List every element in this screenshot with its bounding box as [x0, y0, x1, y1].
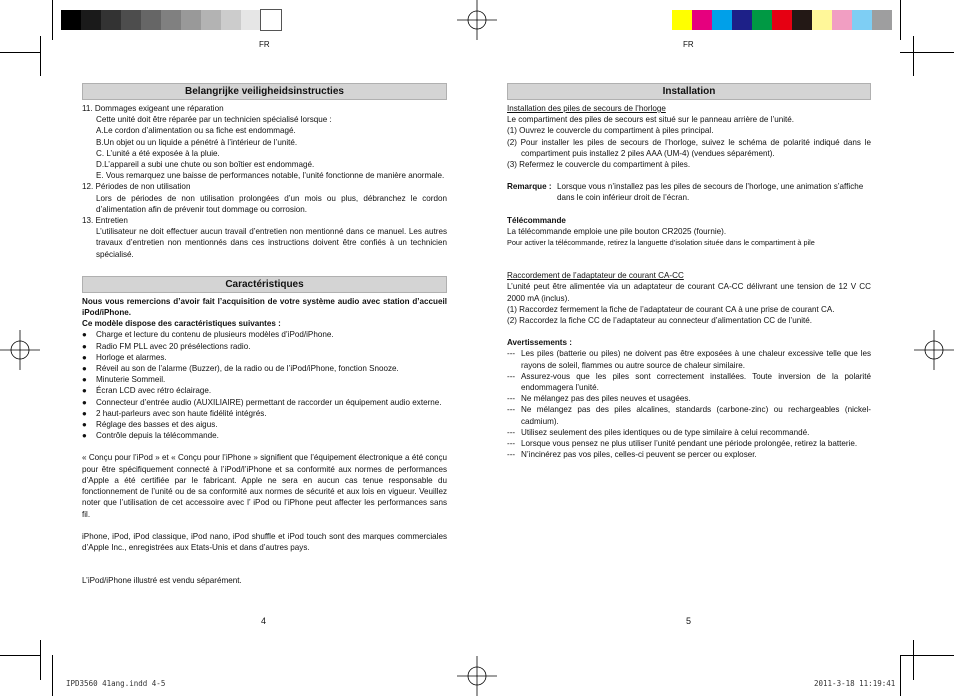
footer-date: 2011-3-18 11:19:41 [814, 679, 896, 688]
item-11-head: 11. Dommages exigeant une réparation [82, 104, 224, 113]
features-intro: Nous vous remercions d’avoir fait l’acquisition de votre système audio avec station d’accueil iPod/iPhone. [82, 296, 447, 318]
registration-mark-bottom [457, 656, 497, 696]
bullet-icon: ● [82, 397, 87, 407]
feature-text: Écran LCD avec rétro éclairage. [96, 386, 212, 396]
clock-backup-subheading: Installation des piles de secours de l’horloge [507, 104, 666, 113]
installation-heading: Installation [507, 83, 871, 100]
page-number-left: 4 [261, 616, 267, 626]
item-11-c: C. L’unité a été exposée à la pluie. [96, 148, 220, 158]
feature-item [82, 419, 447, 430]
bullet-icon: ● [82, 375, 87, 385]
warning-dash: --- [507, 427, 516, 437]
feature-list [82, 329, 447, 441]
remark-label: Remarque : [507, 182, 552, 192]
features-subhead: Ce modèle dispose des caractéristiques suivantes : [82, 319, 281, 329]
color-swatch [101, 10, 121, 30]
bullet-icon: ● [82, 386, 87, 396]
backup-location-text: Le compartiment des piles de secours est situé sur le panneau arrière de l’unité. [507, 115, 795, 125]
color-swatch [692, 10, 712, 30]
registration-mark-right [914, 330, 954, 370]
color-swatch [772, 10, 792, 30]
feature-item [82, 385, 447, 396]
feature-item [82, 363, 447, 374]
right-column [507, 83, 871, 460]
bullet-icon: ● [82, 431, 87, 441]
page-number-right: 5 [686, 616, 692, 626]
crop-mark [913, 640, 914, 680]
warning-text: Assurez-vous que les piles sont correctement installées. Toute inversion de la polarité endommagera l’unité. [521, 371, 871, 393]
color-swatch [221, 10, 241, 30]
ac-adapter-text: L’unité peut être alimentée via un adaptateur de courant CA-CC délivrant une tension de 12 V CC 2000 mA (inclus). [507, 282, 871, 303]
color-swatch [241, 10, 261, 30]
warning-text: Utilisez seulement des piles identiques ou de type similaire à celui recommandé. [521, 427, 810, 437]
item-12-head: 12. Périodes de non utilisation [82, 182, 191, 192]
footer-file-info: IPD3560 41ang.indd 4-5 [66, 679, 166, 688]
bullet-icon: ● [82, 341, 87, 351]
install-step-2: (2) Pour installer les piles de secours de l’horloge, suivez le schéma de polarité indiqué dans le compartiment puis installez 2 piles AAA (UM-4) (vendues séparément). [507, 137, 871, 158]
page-marker-left: FR [259, 40, 270, 49]
remark-text: Lorsque vous n’installez pas les piles de secours de l’horloge, une animation s’affiche dans le coin inférieur droit de l’écran. [557, 182, 864, 203]
color-swatch [872, 10, 892, 30]
color-swatch [81, 10, 101, 30]
warning-text: Lorsque vous pensez ne plus utiliser l’unité pendant une période prolongée, retirez la batterie. [521, 439, 858, 449]
item-11-e: E. Vous remarquez une baisse de performances notable, l’unité fonctionne de manière anormale. [96, 171, 445, 181]
color-swatch [141, 10, 161, 30]
warning-item [507, 393, 871, 404]
color-swatch [672, 10, 692, 30]
install-step-1: (1) Ouvrez le couvercle du compartiment à piles principal. [507, 126, 714, 136]
feature-item [82, 329, 447, 340]
warning-dash: --- [507, 394, 516, 404]
item-11-d: D.L’appareil a subi une chute ou son boîtier est endommagé. [96, 160, 315, 170]
ac-step-2: (2) Raccordez la fiche CC de l’adaptateur au connecteur d’alimentation CC de l’unité. [507, 316, 813, 326]
crop-mark [40, 36, 41, 76]
feature-text: Réglage des basses et des aigus. [96, 420, 218, 430]
item-13-body: L’utilisateur ne doit effectuer aucun travail d’entretien non mentionné dans ce manuel. Les autres travaux d’entretien non mentionnés dans ces instructions doivent être confiés à un technicien spécialisé. [96, 227, 447, 259]
warning-item [507, 449, 871, 460]
feature-item [82, 352, 447, 363]
feature-text: Contrôle depuis la télécommande. [96, 431, 219, 441]
item-11-b: B.Un objet ou un liquide a pénétré à l’intérieur de l’unité. [96, 137, 298, 147]
crop-mark [900, 52, 954, 53]
feature-text: Connecteur d’entrée audio (AUXILIAIRE) permettant de raccorder un équipement audio externe. [96, 397, 442, 407]
crop-mark [900, 655, 901, 696]
page-marker-right: FR [683, 40, 694, 49]
bullet-icon: ● [82, 352, 87, 362]
warnings-heading: Avertissements : [507, 338, 572, 348]
registration-mark-top [457, 0, 497, 40]
color-swatch [121, 10, 141, 30]
remote-activate-text: Pour activer la télécommande, retirez la languette d’isolation située dans le compartiment à pile [507, 238, 815, 248]
features-heading: Caractéristiques [82, 276, 447, 293]
warning-dash: --- [507, 439, 516, 449]
color-swatch [61, 10, 81, 30]
crop-mark [900, 0, 901, 40]
color-swatch [261, 10, 281, 30]
warning-text: Ne mélangez pas des piles neuves et usagées. [521, 394, 691, 404]
crop-mark [0, 655, 40, 656]
item-11-intro: Cette unité doit être réparée par un technicien spécialisé lorsque : [96, 115, 332, 125]
color-swatch [832, 10, 852, 30]
warning-item [507, 371, 871, 393]
remote-battery-text: La télécommande emploie une pile bouton CR2025 (fournie). [507, 226, 727, 236]
crop-mark [52, 655, 53, 696]
crop-mark [52, 0, 53, 40]
warning-dash: --- [507, 450, 516, 460]
feature-item [82, 374, 447, 385]
color-swatch [181, 10, 201, 30]
crop-mark [0, 52, 40, 53]
color-swatch [712, 10, 732, 30]
feature-text: Réveil au son de l’alarme (Buzzer), de la radio ou de l’iPod/iPhone, fonction Snooze. [96, 364, 399, 374]
color-swatch [201, 10, 221, 30]
color-swatch [812, 10, 832, 30]
feature-text: Radio FM PLL avec 20 présélections radio. [96, 341, 251, 351]
bullet-icon: ● [82, 330, 87, 340]
color-swatch [732, 10, 752, 30]
item-11-a: A.Le cordon d’alimentation ou sa fiche est endommagé. [96, 126, 296, 136]
item-13-head: 13. Entretien [82, 216, 128, 226]
remote-heading: Télécommande [507, 215, 566, 225]
color-swatch [161, 10, 181, 30]
item-12-body: Lors de périodes de non utilisation prolongées d’un mois ou plus, débranchez le cordon d’alimentation afin de prévenir tout dommage ou corrosion. [96, 193, 447, 214]
bullet-icon: ● [82, 420, 87, 430]
safety-heading: Belangrijke veiligheidsinstructies [82, 83, 447, 100]
feature-text: Horloge et alarmes. [96, 352, 167, 362]
feature-item [82, 341, 447, 352]
bullet-icon: ● [82, 408, 87, 418]
warning-dash: --- [507, 405, 516, 415]
color-swatch [752, 10, 772, 30]
feature-text: Minuterie Sommeil. [96, 375, 166, 385]
feature-item [82, 430, 447, 441]
ac-step-1: (1) Raccordez fermement la fiche de l’adaptateur de courant CA à une prise de courant CA. [507, 304, 835, 314]
crop-mark [913, 36, 914, 76]
warning-dash: --- [507, 349, 516, 359]
warning-item [507, 438, 871, 449]
warning-list [507, 348, 871, 460]
designed-for-ipod-paragraph: « Conçu pour l’iPod » et « Conçu pour l’iPhone » signifient que l’équipement électronique a été conçu pour être spécifiquement connecté à l’iPod/l’iPhone et sa conformité aux normes de performances d’Apple a été certifiée par le fabricant. Apple ne sera en aucun cas tenue responsable du fonctionnement de l’unité ou de sa conformité aux normes de sécurité et aux lois en vigueur. Veuillez noter que l’utilisation de cet accessoire avec l’ iPod ou l’iPhone peut affecter les performances sans fil. [82, 453, 447, 519]
left-column [82, 83, 447, 586]
warning-item [507, 427, 871, 438]
sold-separately-note: L’iPod/iPhone illustré est vendu séparément. [82, 576, 242, 586]
feature-text: 2 haut-parleurs avec son haute fidélité intégrés. [96, 408, 267, 418]
warning-item [507, 404, 871, 426]
crop-mark [40, 640, 41, 680]
bullet-icon: ● [82, 364, 87, 374]
feature-item [82, 408, 447, 419]
color-swatch [792, 10, 812, 30]
warning-text: Les piles (batterie ou piles) ne doivent pas être exposées à une chaleur excessive telle que les rayons de soleil, flammes ou autre source de chaleur similaire. [521, 349, 871, 370]
feature-text: Charge et lecture du contenu de plusieurs modèles d’iPod/iPhone. [96, 330, 334, 340]
install-step-3: (3) Refermez le couvercle du compartiment à piles. [507, 160, 691, 170]
warning-dash: --- [507, 371, 516, 381]
trademark-paragraph: iPhone, iPod, iPod classique, iPod nano, iPod shuffle et iPod touch sont des marques commerciales d’Apple Inc., enregistrées aux Etats-Unis et dans d’autres pays. [82, 531, 447, 552]
warning-item [507, 348, 871, 370]
warning-text: Ne mélangez pas des piles alcalines, standards (carbone-zinc) ou rechargeables (nickel-cadmium). [521, 405, 871, 426]
ac-adapter-subheading: Raccordement de l’adaptateur de courant CA-CC [507, 271, 684, 281]
warning-text: N’incinérez pas vos piles, celles-ci peuvent se percer ou exploser. [521, 450, 757, 460]
registration-mark-left [0, 330, 40, 370]
feature-item [82, 397, 447, 408]
crop-mark [900, 655, 954, 656]
remark-block [507, 181, 871, 203]
color-swatch [852, 10, 872, 30]
